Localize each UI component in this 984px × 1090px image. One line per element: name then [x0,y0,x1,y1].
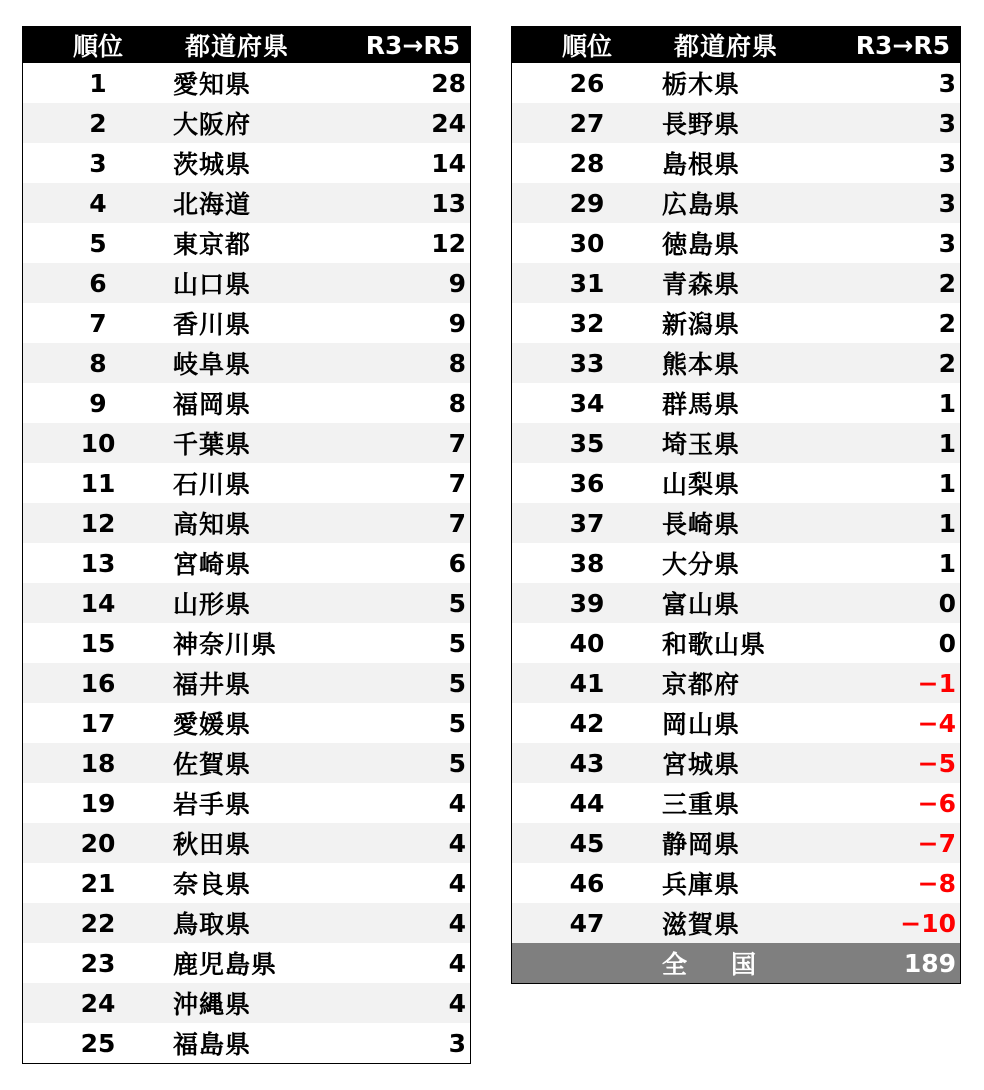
prefecture-cell: 宮城県 [662,743,844,783]
prefecture-cell: 沖縄県 [173,983,355,1023]
rank-cell: 2 [23,103,174,143]
table-row [23,983,471,1023]
table-row [512,463,961,503]
prefecture-cell: 大阪府 [173,103,355,143]
change-cell: 8 [448,388,466,418]
table-row [512,143,961,183]
change-cell: 7 [355,423,471,463]
table-row [23,503,471,543]
prefecture-cell: 鹿児島県 [173,950,278,979]
table-row [512,383,961,423]
prefecture-cell: 京都府 [662,663,844,703]
rank-cell: 43 [512,743,663,783]
table-row [512,343,961,383]
rank-cell: 26 [569,68,605,98]
header-change: R3→R5 [844,27,961,64]
rank-cell: 19 [80,788,116,818]
rank-cell: 5 [89,228,107,258]
table-row [512,703,961,743]
prefecture-cell: 鳥取県 [173,903,355,943]
table-row [512,63,961,103]
table-row [512,303,961,343]
table-row [23,63,471,103]
table-row [23,743,471,783]
table-row [23,863,471,903]
rank-cell: 42 [569,708,605,738]
table-row [512,423,961,463]
prefecture-cell: 北海道 [173,183,355,223]
rank-cell: 32 [569,308,605,338]
change-cell: 1 [938,548,956,578]
total-value: 189 [844,943,961,984]
prefecture-cell: 山梨県 [662,470,741,499]
change-cell: 5 [355,743,471,783]
prefecture-cell: 長崎県 [662,503,844,543]
header-prefecture: 都道府県 [662,27,844,64]
prefecture-cell: 岩手県 [173,790,252,819]
table-row [23,783,471,823]
prefecture-cell: 千葉県 [173,423,355,463]
table-row [512,223,961,263]
prefecture-cell: 茨城県 [173,150,252,179]
prefecture-cell: 徳島県 [662,230,741,259]
table-row [512,903,961,943]
rank-cell: 15 [80,628,116,658]
header-rank: 順位 [23,27,174,64]
change-cell: 3 [844,183,961,223]
prefecture-cell: 奈良県 [173,870,252,899]
total-rank-cell [512,943,663,984]
header-rank: 順位 [512,27,663,64]
prefecture-cell: 神奈川県 [173,630,278,659]
prefecture-cell: 新潟県 [662,310,741,339]
rank-cell: 24 [23,983,174,1023]
prefecture-cell: 静岡県 [662,823,844,863]
change-cell: 24 [355,103,471,143]
prefecture-cell: 兵庫県 [662,870,741,899]
table-row [23,183,471,223]
table-row [23,583,471,623]
prefecture-cell: 三重県 [662,790,741,819]
rank-cell: 6 [23,263,174,303]
table-row [23,623,471,663]
table-row [23,223,471,263]
change-cell: −4 [917,708,956,738]
header-row [23,27,471,64]
prefecture-cell: 和歌山県 [662,630,767,659]
table-row [512,583,961,623]
rank-cell: 10 [23,423,174,463]
change-cell: −10 [844,903,961,943]
rank-cell: 16 [23,663,174,703]
table-row [23,1023,471,1064]
ranking-body-left [23,63,471,1064]
table-row [23,143,471,183]
rank-cell: 12 [23,503,174,543]
table-row [23,343,471,383]
change-cell: 4 [448,788,466,818]
table-row [512,743,961,783]
table-row [23,703,471,743]
prefecture-cell: 熊本県 [662,343,844,383]
table-row [512,543,961,583]
rank-cell: 31 [512,263,663,303]
change-cell: 1 [844,503,961,543]
prefecture-cell: 石川県 [173,470,252,499]
change-cell: 1 [938,388,956,418]
change-cell: 4 [355,903,471,943]
prefecture-cell: 青森県 [662,263,844,303]
change-cell: 2 [938,308,956,338]
total-label: 全国 [662,943,844,984]
rank-cell: 17 [80,708,116,738]
rank-cell: 28 [569,148,605,178]
change-cell: 3 [938,68,956,98]
rank-cell: 14 [23,583,174,623]
change-cell: 0 [844,583,961,623]
prefecture-cell: 秋田県 [173,823,355,863]
change-cell: 1 [844,423,961,463]
rank-cell: 40 [569,628,605,658]
prefecture-cell: 栃木県 [662,70,741,99]
table-row [23,663,471,703]
change-cell: −7 [844,823,961,863]
change-cell: −1 [844,663,961,703]
table-row [23,383,471,423]
prefecture-cell: 福井県 [173,663,355,703]
table-row [23,903,471,943]
header-prefecture: 都道府県 [173,27,355,64]
change-cell: 5 [355,663,471,703]
table-row [512,623,961,663]
rank-cell: 23 [80,948,116,978]
prefecture-cell: 岐阜県 [173,343,355,383]
rank-cell: 44 [569,788,605,818]
rank-cell: 34 [569,388,605,418]
table-row [512,783,961,823]
table-row [23,103,471,143]
table-row [512,503,961,543]
change-cell: −5 [844,743,961,783]
change-cell: 12 [431,228,466,258]
rank-cell: 25 [80,1028,116,1058]
table-row [23,943,471,983]
rank-cell: 20 [23,823,174,863]
prefecture-cell: 大分県 [662,550,741,579]
rank-cell: 1 [89,68,107,98]
table-row [23,423,471,463]
prefecture-cell: 富山県 [662,583,844,623]
rank-cell: 38 [569,548,605,578]
rank-cell: 47 [512,903,663,943]
rank-cell: 39 [512,583,663,623]
prefecture-cell: 香川県 [173,310,252,339]
prefecture-cell: 東京都 [173,230,252,259]
prefecture-cell: 愛知県 [173,70,252,99]
header-row [512,27,961,64]
rank-cell: 45 [512,823,663,863]
table-row [23,823,471,863]
change-cell: 4 [448,948,466,978]
change-cell: 13 [355,183,471,223]
change-cell: −8 [917,868,956,898]
prefecture-cell: 山形県 [173,583,355,623]
ranking-table-left [22,26,471,1064]
prefecture-cell: 山口県 [173,263,355,303]
change-cell: −6 [917,788,956,818]
rank-cell: 29 [512,183,663,223]
prefecture-cell: 群馬県 [662,390,741,419]
change-cell: 5 [355,583,471,623]
change-cell: 7 [448,468,466,498]
header-change: R3→R5 [355,27,471,64]
change-cell: 6 [448,548,466,578]
change-cell: 9 [355,263,471,303]
table-row [512,103,961,143]
total-row [512,943,961,984]
rank-cell: 35 [512,423,663,463]
rank-cell: 21 [80,868,116,898]
table-row [23,303,471,343]
change-cell: 4 [448,868,466,898]
rank-cell: 30 [569,228,605,258]
change-cell: 2 [844,263,961,303]
prefecture-cell: 滋賀県 [662,903,844,943]
rank-cell: 11 [80,468,116,498]
rank-cell: 3 [89,148,107,178]
change-cell: 7 [355,503,471,543]
rank-cell: 7 [89,308,107,338]
ranking-body-right [512,63,961,943]
change-cell: 8 [355,343,471,383]
prefecture-cell: 高知県 [173,503,355,543]
rank-cell: 22 [23,903,174,943]
change-cell: 0 [938,628,956,658]
rank-cell: 41 [512,663,663,703]
prefecture-cell: 福岡県 [173,390,252,419]
rank-cell: 18 [23,743,174,783]
prefecture-cell: 佐賀県 [173,743,355,783]
rank-cell: 8 [23,343,174,383]
table-row [512,183,961,223]
prefecture-cell: 埼玉県 [662,423,844,463]
prefecture-cell: 広島県 [662,183,844,223]
change-cell: 3 [938,148,956,178]
table-row [512,263,961,303]
table-row [23,263,471,303]
change-cell: 3 [844,103,961,143]
change-cell: 1 [938,468,956,498]
rank-cell: 46 [569,868,605,898]
table-row [512,663,961,703]
change-cell: 5 [448,708,466,738]
table-row [512,863,961,903]
rank-cell: 27 [512,103,663,143]
change-cell: 14 [431,148,466,178]
prefecture-cell: 島根県 [662,150,741,179]
change-cell: 5 [448,628,466,658]
rank-cell: 4 [23,183,174,223]
ranking-table-right [511,26,961,984]
prefecture-cell: 宮崎県 [173,550,252,579]
table-row [23,543,471,583]
prefecture-cell: 愛媛県 [173,710,252,739]
prefecture-cell: 岡山県 [662,710,741,739]
change-cell: 3 [938,228,956,258]
change-cell: 3 [448,1028,466,1058]
rank-cell: 9 [89,388,107,418]
change-cell: 2 [844,343,961,383]
prefecture-cell: 福島県 [173,1030,252,1059]
rank-cell: 33 [512,343,663,383]
table-row [23,463,471,503]
table-row [512,823,961,863]
rank-cell: 13 [80,548,116,578]
change-cell: 4 [355,983,471,1023]
prefecture-cell: 長野県 [662,103,844,143]
change-cell: 28 [431,68,466,98]
rank-cell: 37 [512,503,663,543]
change-cell: 4 [355,823,471,863]
change-cell: 9 [448,308,466,338]
rank-cell: 36 [569,468,605,498]
